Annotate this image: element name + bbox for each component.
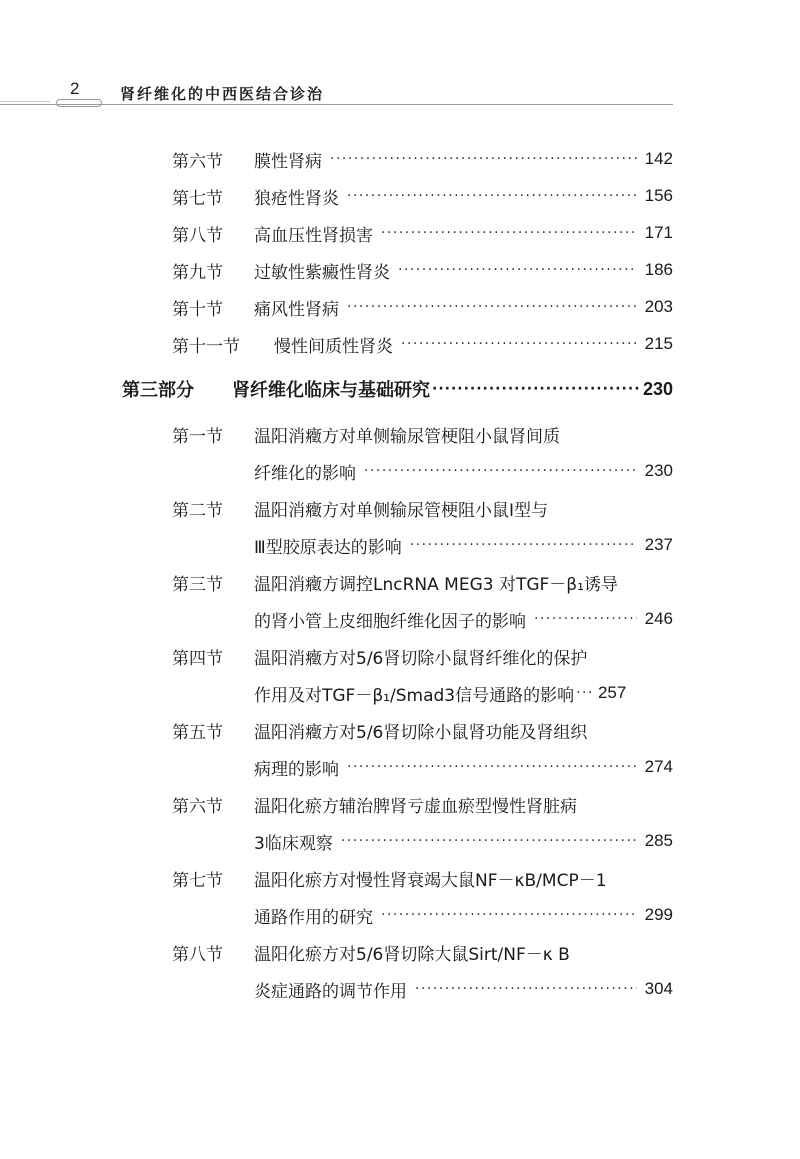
toc-entry-continuation[interactable] xyxy=(254,532,673,558)
toc-page-number: 285 xyxy=(644,831,673,850)
leader-dots xyxy=(534,606,637,632)
toc-section-title-cont: Ⅲ型胶原表达的影响 xyxy=(254,537,402,558)
part-label: 第三部分 xyxy=(122,380,194,401)
toc-section-number: 第一节 xyxy=(172,426,223,447)
toc-section-title-cont: 纤维化的影响 xyxy=(254,463,356,484)
toc-page-number: 237 xyxy=(644,535,673,554)
toc-entry[interactable] xyxy=(172,331,673,357)
toc-section-number: 第六节 xyxy=(172,151,223,172)
toc-section-title-cont: 炎症通路的调节作用 xyxy=(254,981,407,1002)
leader-dots xyxy=(347,183,637,209)
toc-entry[interactable] xyxy=(172,791,673,817)
toc-page-number: 246 xyxy=(644,609,673,628)
part-title: 肾纤维化临床与基础研究 xyxy=(232,380,430,401)
toc-section-number: 第六节 xyxy=(172,796,223,817)
toc-entry-continuation[interactable] xyxy=(254,754,673,780)
toc-section-title-cont: 作用及对TGF－β₁/Smad3信号通路的影响 xyxy=(254,685,575,706)
toc-entry[interactable] xyxy=(172,183,673,209)
toc-section-title: 狼疮性肾炎 xyxy=(254,188,339,209)
toc-entry[interactable] xyxy=(172,294,673,320)
leader-dots xyxy=(576,680,594,706)
toc-page-number: 156 xyxy=(644,186,673,205)
toc-section-title: 膜性肾病 xyxy=(254,151,322,172)
toc-section-title: 温阳消癥方对单侧输尿管梗阻小鼠肾间质 xyxy=(254,426,560,447)
toc-section-number: 第十节 xyxy=(172,299,223,320)
toc-section-number: 第二节 xyxy=(172,500,223,521)
leader-dots xyxy=(432,375,639,403)
toc-section-number: 第七节 xyxy=(172,188,223,209)
toc-section-title: 高血压性肾损害 xyxy=(254,225,373,246)
toc-section-title: 温阳化瘀方对5/6肾切除大鼠Sirt/NF－κ B xyxy=(254,944,570,965)
leader-dots xyxy=(347,754,637,780)
toc-entry-continuation[interactable] xyxy=(254,828,673,854)
header-ornament xyxy=(56,99,102,107)
toc-part-heading[interactable] xyxy=(122,375,673,403)
toc-entry[interactable] xyxy=(172,865,673,891)
toc-section-number: 第七节 xyxy=(172,870,223,891)
toc-entry[interactable] xyxy=(172,421,673,447)
toc-entry-continuation[interactable] xyxy=(254,606,673,632)
leader-dots xyxy=(347,294,637,320)
toc-section-number: 第十一节 xyxy=(172,336,240,357)
toc-page-number: 142 xyxy=(644,149,673,168)
toc-section-number: 第八节 xyxy=(172,225,223,246)
toc-section-number: 第三节 xyxy=(172,574,223,595)
toc-entry[interactable] xyxy=(172,939,673,965)
toc-section-title: 温阳消癥方对单侧输尿管梗阻小鼠Ⅰ型与 xyxy=(254,500,549,521)
toc-entry[interactable] xyxy=(172,257,673,283)
toc-section-title-cont: 的肾小管上皮细胞纤维化因子的影响 xyxy=(254,611,526,632)
toc-section-title: 过敏性紫癜性肾炎 xyxy=(254,262,390,283)
leader-dots xyxy=(381,902,637,928)
toc-section-title: 痛风性肾病 xyxy=(254,299,339,320)
toc-page-number: 304 xyxy=(644,979,673,998)
toc-page-number: 203 xyxy=(644,297,673,316)
leader-dots xyxy=(364,458,637,484)
toc-section-title: 温阳化瘀方对慢性肾衰竭大鼠NF－κB/MCP－1 xyxy=(254,870,607,891)
leader-dots xyxy=(341,828,637,854)
toc-entry[interactable] xyxy=(172,146,673,172)
header-rule xyxy=(0,104,673,105)
toc-section-title-cont: 通路作用的研究 xyxy=(254,907,373,928)
toc-section-number: 第九节 xyxy=(172,262,223,283)
header-rule-accent xyxy=(0,101,50,102)
toc-entry[interactable] xyxy=(172,220,673,246)
toc-entry-continuation[interactable] xyxy=(254,680,673,706)
toc-entry[interactable] xyxy=(172,643,673,669)
toc-entry-continuation[interactable] xyxy=(254,976,673,1002)
toc-section-title-cont: 病理的影响 xyxy=(254,759,339,780)
toc-section-title: 温阳消癥方对5/6肾切除小鼠肾功能及肾组织 xyxy=(254,722,588,743)
toc-section-number: 第八节 xyxy=(172,944,223,965)
toc-entry[interactable] xyxy=(172,569,673,595)
toc-page-number: 257 xyxy=(597,683,627,702)
leader-dots xyxy=(415,976,637,1002)
toc-section-title-cont: 3临床观察 xyxy=(254,833,333,854)
toc-page-number: 299 xyxy=(644,905,673,924)
leader-dots xyxy=(330,146,637,172)
toc-page-number: 230 xyxy=(644,461,673,480)
toc-page-number: 215 xyxy=(644,334,673,353)
toc-section-title: 慢性间质性肾炎 xyxy=(274,336,393,357)
toc-section-number: 第五节 xyxy=(172,722,223,743)
toc-section-title: 温阳消癥方对5/6肾切除小鼠肾纤维化的保护 xyxy=(254,648,588,669)
leader-dots xyxy=(381,220,637,246)
leader-dots xyxy=(401,331,637,357)
toc-section-title: 温阳化瘀方辅治脾肾亏虚血瘀型慢性肾脏病 xyxy=(254,796,577,817)
toc-page-number: 186 xyxy=(644,260,673,279)
toc-section-title: 温阳消癥方调控LncRNA MEG3 对TGF－β₁诱导 xyxy=(254,574,618,595)
page-number: 2 xyxy=(70,79,81,98)
toc-entry[interactable] xyxy=(172,717,673,743)
part-page-number: 230 xyxy=(642,378,673,399)
page-header xyxy=(0,0,800,110)
toc-page-number: 171 xyxy=(644,223,673,242)
leader-dots xyxy=(410,532,637,558)
toc-entry-continuation[interactable] xyxy=(254,902,673,928)
toc-entry-continuation[interactable] xyxy=(254,458,673,484)
toc-page-number: 274 xyxy=(644,757,673,776)
toc-section-number: 第四节 xyxy=(172,648,223,669)
running-title: 肾纤维化的中西医结合诊治 xyxy=(120,85,325,103)
leader-dots xyxy=(398,257,637,283)
toc-entry[interactable] xyxy=(172,495,673,521)
